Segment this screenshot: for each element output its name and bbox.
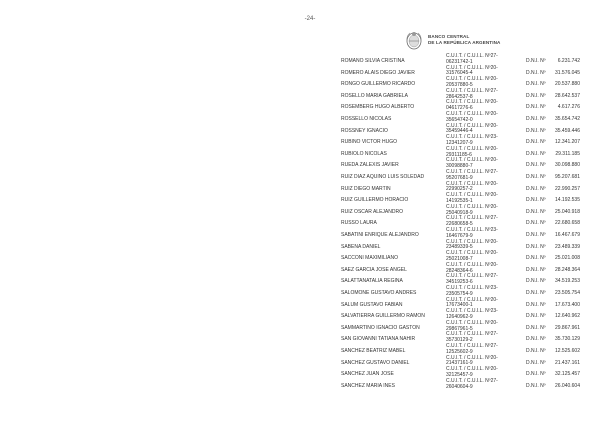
dni-number: 21.437.161	[554, 359, 580, 366]
cuit-label: C.U.I.T. / C.U.I.L. Nº20-	[446, 319, 498, 326]
bank-name-line2: DE LA REPÚBLICA ARGENTINA	[428, 40, 501, 45]
list-item	[0, 343, 600, 358]
dni-number: 22.990.257	[554, 185, 580, 192]
cuit-cell	[446, 286, 498, 298]
list-item	[0, 296, 600, 312]
list-item	[0, 215, 600, 230]
cuit-label: C.U.I.T. / C.U.I.L. Nº20-	[446, 203, 498, 210]
cuit-number: 28248364-6	[446, 267, 473, 274]
dni-label: D.N.I. Nº	[526, 185, 546, 192]
cuit-label: C.U.I.T. / C.U.I.L. Nº20-	[446, 145, 498, 152]
dni-label: D.N.I. Nº	[526, 81, 546, 88]
dni-label: D.N.I. Nº	[526, 116, 546, 122]
list-item	[0, 122, 600, 138]
list-item	[0, 203, 600, 219]
cuit-number: 25040918-9	[446, 209, 473, 216]
cuit-label: C.U.I.T. / C.U.I.L. Nº27-	[446, 53, 498, 59]
cuit-number: 35459446-4	[446, 128, 473, 135]
list-item	[0, 99, 600, 114]
dni-label: D.N.I. Nº	[526, 162, 546, 169]
dni-label: D.N.I. Nº	[526, 208, 546, 215]
list-item	[0, 366, 600, 381]
cuit-number: 06231742-1	[446, 58, 473, 65]
dni-label: D.N.I. Nº	[526, 371, 546, 378]
dni-label: D.N.I. Nº	[526, 197, 546, 204]
person-name: SABATINI ENRIQUE ALEJANDRO	[341, 232, 419, 238]
list-item	[0, 308, 600, 323]
list-item	[0, 227, 600, 242]
list-item	[0, 285, 600, 300]
person-name: RUIZ OSCAR ALEJANDRO	[341, 208, 403, 215]
person-name: ROSSNEY IGNACIO	[341, 127, 388, 134]
dni-number: 23.489.339	[554, 243, 580, 250]
cuit-label: C.U.I.T. / C.U.I.L. Nº27-	[446, 331, 498, 338]
person-name: SAEZ GARCIA JOSE ANGEL	[341, 266, 407, 273]
cuit-number: 12640962-9	[446, 313, 473, 320]
cuit-label: C.U.I.T. / C.U.I.L. Nº27-	[446, 377, 498, 384]
bank-header	[404, 30, 500, 50]
cuit-label: C.U.I.T. / C.U.I.L. Nº20-	[446, 122, 498, 129]
dni-number: 23.505.754	[554, 290, 580, 296]
person-name: RUIZ GUILLERMO HORACIO	[341, 197, 409, 204]
person-name: SAMMARTINO IGNACIO GASTON	[341, 324, 420, 331]
cuit-cell	[446, 170, 498, 182]
dni-label: D.N.I. Nº	[526, 301, 546, 308]
dni-number: 22.680.658	[554, 220, 580, 227]
list-item	[0, 157, 600, 172]
dni-number: 25.040.918	[554, 208, 580, 215]
cuit-label: C.U.I.T. / C.U.I.L. Nº20-	[446, 250, 498, 257]
list-item	[0, 64, 600, 80]
dni-number: 29.311.185	[555, 150, 580, 157]
cuit-label: C.U.I.T. / C.U.I.L. Nº20-	[446, 64, 498, 71]
dni-number: 34.519.253	[554, 278, 580, 285]
dni-label: D.N.I. Nº	[526, 150, 546, 157]
dni-label: D.N.I. Nº	[526, 69, 546, 76]
cuit-number: 12341207-9	[446, 139, 473, 146]
cuit-label: C.U.I.T. / C.U.I.L. Nº20-	[446, 76, 498, 83]
list-item	[0, 273, 600, 288]
cuit-number: 25021008-7	[446, 255, 473, 262]
person-name: ROSELLO MARIA GABRIELA	[341, 92, 408, 99]
cuit-cell	[446, 344, 498, 356]
cuit-number: 35654742-0	[446, 116, 473, 123]
cuit-number: 20537880-5	[446, 81, 473, 88]
coat-of-arms-icon	[404, 30, 424, 50]
cuit-cell	[446, 54, 498, 66]
cuit-label: C.U.I.T. / C.U.I.L. Nº27-	[446, 87, 498, 94]
dni-number: 30.098.880	[554, 162, 580, 169]
dni-number: 17.673.400	[554, 301, 580, 308]
person-name: SANCHEZ MARIA INES	[341, 382, 395, 389]
cuit-number: 22990257-2	[446, 186, 473, 193]
cuit-number: 34519253-6	[446, 279, 473, 286]
list-item	[0, 87, 600, 103]
person-name: SALUM GUSTAVO FABIAN	[341, 301, 403, 308]
dni-number: 35.730.129	[554, 336, 580, 343]
cuit-label: C.U.I.T. / C.U.I.L. Nº27-	[446, 215, 498, 222]
person-name: SACCONI MAXIMILIANO	[341, 255, 398, 262]
person-name: SALVATIERRA GUILLERMO RAMON	[341, 313, 425, 320]
cuit-label: C.U.I.T. / C.U.I.L. Nº20-	[446, 296, 498, 303]
cuit-number: 28642537-8	[446, 93, 473, 100]
cuit-cell	[446, 379, 498, 391]
cuit-number: 32125457-9	[446, 371, 473, 378]
cuit-label: C.U.I.T. / C.U.I.L. Nº20-	[446, 99, 498, 106]
dni-label: D.N.I. Nº	[526, 266, 546, 273]
cuit-number: 95207681-9	[446, 174, 473, 181]
dni-label: D.N.I. Nº	[526, 243, 546, 250]
cuit-number: 26040604-9	[446, 383, 473, 390]
dni-label: D.N.I. Nº	[526, 324, 546, 331]
cuit-label: C.U.I.T. / C.U.I.L. Nº20-	[446, 238, 498, 245]
person-name: RUSSO LAURA	[341, 220, 377, 227]
dni-number: 35.654.742	[554, 116, 580, 122]
dni-label: D.N.I. Nº	[526, 336, 546, 343]
list-item	[0, 169, 600, 184]
cuit-label: C.U.I.T. / C.U.I.L. Nº23-	[446, 227, 498, 233]
dni-label: D.N.I. Nº	[526, 58, 546, 64]
dni-number: 29.867.961	[554, 324, 580, 331]
dni-label: D.N.I. Nº	[526, 220, 546, 227]
cuit-number: 17673400-1	[446, 302, 473, 309]
cuit-number: 14192535-1	[446, 197, 473, 204]
cuit-label: C.U.I.T. / C.U.I.L. Nº27-	[446, 343, 498, 349]
cuit-label: C.U.I.T. / C.U.I.L. Nº20-	[446, 354, 498, 361]
dni-label: D.N.I. Nº	[526, 92, 546, 99]
cuit-number: 04617276-6	[446, 105, 473, 112]
list-item	[0, 53, 600, 68]
cuit-number: 23489339-5	[446, 244, 473, 251]
list-item	[0, 111, 600, 126]
cuit-cell	[446, 112, 498, 124]
dni-number: 28.248.364	[554, 266, 580, 273]
list-item	[0, 76, 600, 91]
person-name: RONGO GUILLERMO RICARDO	[341, 81, 416, 88]
cuit-number: 29867961-5	[446, 325, 473, 332]
cuit-number: 23505754-9	[446, 290, 473, 297]
cuit-number: 29311185-6	[446, 151, 472, 158]
dni-number: 6.231.742	[557, 58, 580, 64]
person-name: RUEDA ZALEXIS JAVIER	[341, 162, 399, 169]
dni-label: D.N.I. Nº	[526, 348, 546, 354]
person-name: SANCHEZ BEATRIZ MABEL	[341, 348, 406, 354]
cuit-label: C.U.I.T. / C.U.I.L. Nº23-	[446, 285, 498, 291]
dni-number: 31.576.045	[554, 69, 580, 76]
cuit-number: 35730129-2	[446, 337, 473, 344]
person-name: SALATTANATALIA REGINA	[341, 278, 403, 285]
cuit-number: 31576045-4	[446, 70, 473, 77]
cuit-label: C.U.I.T. / C.U.I.L. Nº20-	[446, 192, 498, 199]
list-item	[0, 180, 600, 196]
cuit-label: C.U.I.T. / C.U.I.L. Nº20-	[446, 111, 498, 117]
list-item	[0, 238, 600, 254]
page-number: -24-	[304, 16, 316, 22]
dni-label: D.N.I. Nº	[526, 359, 546, 366]
dni-number: 20.537.880	[554, 81, 580, 88]
bank-name	[428, 34, 500, 45]
dni-number: 4.617.276	[557, 104, 580, 111]
dni-label: D.N.I. Nº	[526, 139, 546, 146]
dni-number: 95.207.681	[554, 174, 580, 180]
list-item	[0, 331, 600, 346]
dni-number: 25.021.008	[554, 255, 580, 262]
dni-number: 14.192.535	[554, 197, 580, 204]
dni-number: 35.459.446	[554, 127, 580, 134]
list-item	[0, 377, 600, 393]
cuit-label: C.U.I.T. / C.U.I.L. Nº27-	[446, 169, 498, 175]
cuit-cell	[446, 228, 498, 240]
list-item	[0, 192, 600, 207]
cuit-label: C.U.I.T. / C.U.I.L. Nº20-	[446, 366, 498, 373]
cuit-label: C.U.I.T. / C.U.I.L. Nº20-	[446, 157, 498, 164]
dni-label: D.N.I. Nº	[526, 232, 546, 238]
dni-label: D.N.I. Nº	[526, 104, 546, 111]
dni-number: 16.467.679	[554, 232, 580, 238]
list-item	[0, 261, 600, 277]
cuit-label: C.U.I.T. / C.U.I.L. Nº23-	[446, 134, 498, 141]
person-name: RUIZ DIEGO MARTIN	[341, 185, 391, 192]
dni-label: D.N.I. Nº	[526, 255, 546, 262]
cuit-number: 30098880-7	[446, 163, 473, 170]
dni-number: 26.040.604	[554, 382, 580, 389]
person-name: SABENA DANIEL	[341, 243, 381, 250]
list-item	[0, 145, 600, 161]
person-name: ROMERO ALAIS DIEGO JAVIER	[341, 69, 415, 76]
dni-label: D.N.I. Nº	[526, 313, 546, 320]
person-name: SANCHEZ JUAN JOSE	[341, 371, 394, 378]
person-name: RUIZ DIAZ AQUINO LUIS SOLEDAD	[341, 174, 425, 180]
list-item	[0, 250, 600, 265]
dni-label: D.N.I. Nº	[526, 278, 546, 285]
list-item	[0, 354, 600, 370]
dni-number: 32.125.457	[554, 371, 580, 378]
person-name: SAN GIOVANNI TATIANA NAHIR	[341, 336, 416, 343]
cuit-number: 22680658-5	[446, 221, 473, 228]
dni-label: D.N.I. Nº	[526, 382, 546, 389]
bank-name-line1: BANCO CENTRAL	[428, 34, 470, 40]
dni-number: 12.640.962	[554, 313, 580, 320]
dni-label: D.N.I. Nº	[526, 174, 546, 180]
person-name: ROSSELLO NICOLAS	[341, 116, 392, 122]
cuit-number: 16467679-9	[446, 232, 473, 239]
cuit-label: C.U.I.T. / C.U.I.L. Nº20-	[446, 180, 498, 187]
dni-number: 12.525.602	[554, 348, 580, 354]
list-item	[0, 319, 600, 335]
dni-label: D.N.I. Nº	[526, 290, 546, 296]
person-name: SALOMONE GUSTAVO ANDRES	[341, 290, 417, 296]
dni-number: 28.642.537	[554, 92, 580, 99]
person-name: RUBIOLO NICOLAS	[341, 150, 387, 157]
person-name: RUBINO VICTOR HUGO	[341, 139, 398, 146]
cuit-number: 12525602-9	[446, 348, 473, 355]
person-name: ROSEMBERG HUGO ALBERTO	[341, 104, 415, 111]
cuit-number: 21437161-9	[446, 360, 473, 367]
dni-number: 12.341.207	[554, 139, 580, 146]
cuit-label: C.U.I.T. / C.U.I.L. Nº23-	[446, 308, 498, 315]
person-name: SANCHEZ GUSTAVO DANIEL	[341, 359, 410, 366]
person-name: ROMANO SILVIA CRISTINA	[341, 58, 405, 64]
list-item	[0, 134, 600, 149]
cuit-label: C.U.I.T. / C.U.I.L. Nº27-	[446, 273, 498, 280]
dni-label: D.N.I. Nº	[526, 127, 546, 134]
cuit-label: C.U.I.T. / C.U.I.L. Nº20-	[446, 261, 498, 268]
